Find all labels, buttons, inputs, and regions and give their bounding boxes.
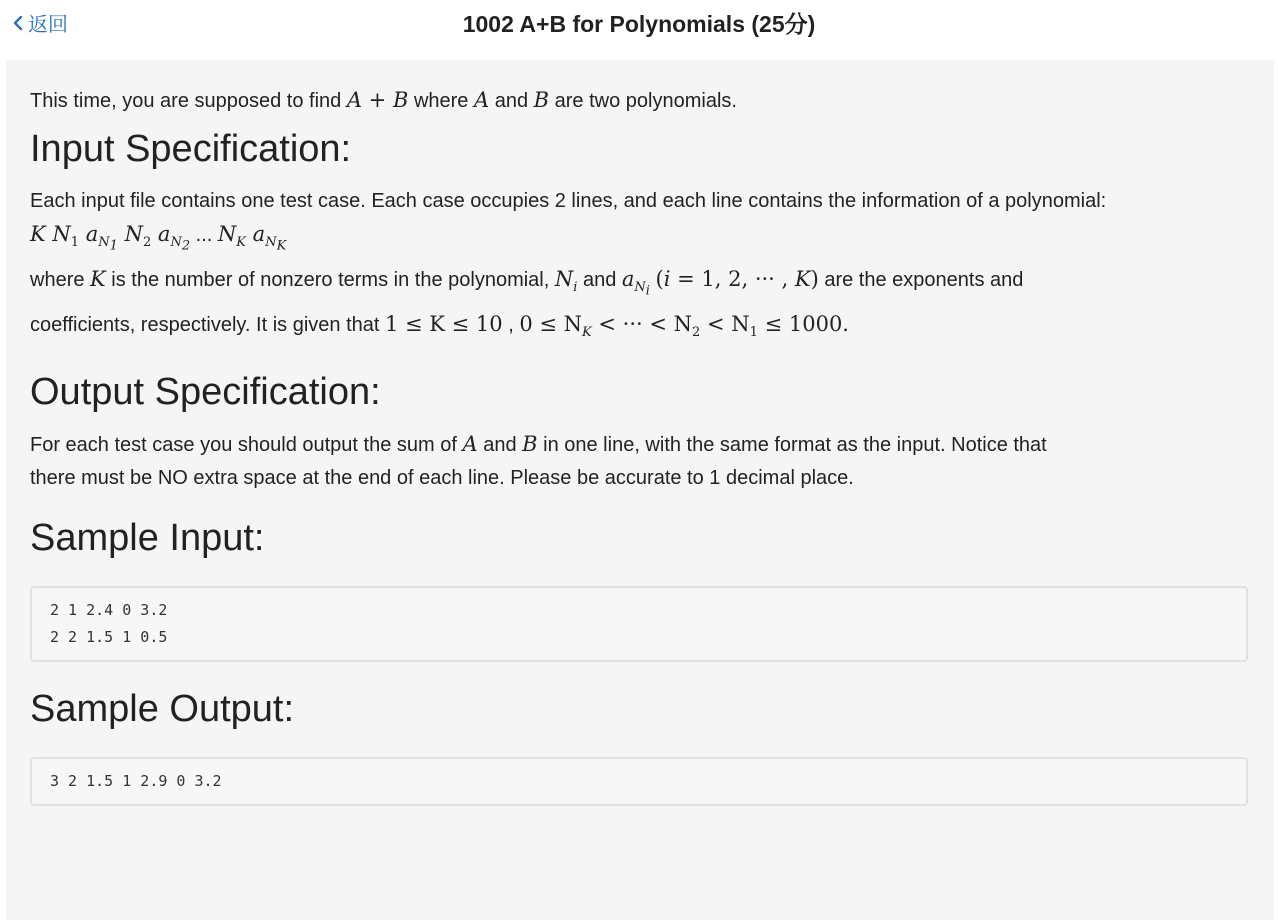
code-line: 2 2 1.5 1 0.5 xyxy=(50,627,168,646)
code-line: 3 2 1.5 1 2.9 0 3.2 xyxy=(50,771,222,790)
sample-input-code xyxy=(30,586,1248,662)
input-spec-line1: Each input file contains one test case. Each case occupies 2 lines, and each line contains the information of a polynomial: xyxy=(30,190,1107,212)
back-label: 返回 xyxy=(28,14,68,36)
output-spec-line2: there must be NO extra space at the end of each line. Please be accurate to 1 decimal place. xyxy=(30,466,854,489)
sample-output-code xyxy=(30,757,1248,806)
input-spec-line2: where K is the number of nonzero terms in the polynomial, $N_i$ and $a_{N_i}$ (i = 1, 2, ··· , K) are the exponents and xyxy=(30,266,1024,299)
output-spec-heading: Output Specification: xyxy=(30,370,381,413)
sample-input-heading: Sample Input: xyxy=(30,516,265,559)
input-format-line: K $N_1$ $a_{N_1}$ $N_2$ $a_{N_2}$ ... $N_K$ $a_{N_K}$ xyxy=(30,222,287,254)
sample-output-heading: Sample Output: xyxy=(30,687,295,730)
problem-panel xyxy=(6,60,1274,920)
intro-text: This time, you are supposed to find A + B where A and B are two polynomials. xyxy=(30,88,737,112)
page-title: 1002 A+B for Polynomials (25分) xyxy=(462,11,816,37)
problem-content xyxy=(30,60,1250,806)
code-line: 2 1 2.4 0 3.2 xyxy=(50,600,168,619)
input-spec-line3: coefficients, respectively. It is given that 1 ≤ K ≤ 10 , $0 \le N_K$ < ··· < $N_2 < N_1 \le 1000$. xyxy=(30,311,849,340)
output-spec-line1: For each test case you should output the sum of A and B in one line, with the same format as the input. Notice that xyxy=(30,431,1047,456)
input-spec-heading: Input Specification: xyxy=(30,128,352,170)
top-bar xyxy=(0,0,1278,40)
